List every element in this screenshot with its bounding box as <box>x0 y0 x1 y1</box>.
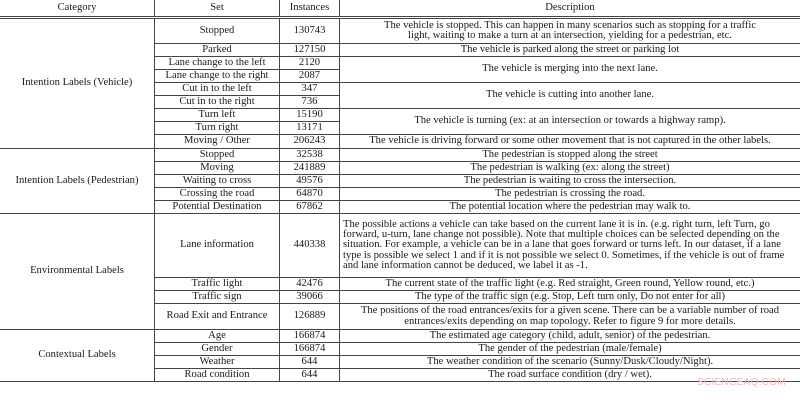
description-cell: The pedestrian is walking (ex: along the street) <box>340 162 800 175</box>
set-cell: Cut in to the left <box>155 83 280 96</box>
set-cell: Waiting to cross <box>155 175 280 188</box>
header-instances: Instances <box>280 0 340 18</box>
table-row <box>0 18 800 44</box>
set-cell: Turn left <box>155 109 280 122</box>
instances-cell: 130743 <box>280 18 340 44</box>
set-cell: Moving <box>155 162 280 175</box>
instances-cell: 49576 <box>280 175 340 188</box>
description-cell: The vehicle is parked along the street or parking lot <box>340 44 800 57</box>
description-cell: The type of the traffic sign (e.g. Stop, Left turn only, Do not enter for all) <box>340 291 800 304</box>
table-row <box>0 149 800 162</box>
category-cell: Contextual Labels <box>0 330 155 382</box>
description-cell: The possible actions a vehicle can take based on the current lane it is in. (e.g. right turn, left Turn, go forward, u-turn, lane change not possible). Note that multiple choices can be selected depending on the situation. For example, a vehicle can be in a lane that goes forward or turns left. In our dataset, if a lane type is possible we select 1 and if it is not possible we select 0. Sometimes, if the vehicle is out of frame and lane information cannot be deduced, we label it as -1. <box>340 214 800 278</box>
header-category: Category <box>0 0 155 18</box>
watermark: SCIENCEAQ.COM <box>697 377 786 388</box>
category-cell: Intention Labels (Vehicle) <box>0 18 155 149</box>
set-cell: Traffic light <box>155 278 280 291</box>
set-cell: Stopped <box>155 18 280 44</box>
instances-cell: 2120 <box>280 57 340 70</box>
set-cell: Potential Destination <box>155 201 280 214</box>
instances-cell: 347 <box>280 83 340 96</box>
description-cell: The potential location where the pedestrian may walk to. <box>340 201 800 214</box>
description-cell: The vehicle is merging into the next lane. <box>340 57 800 83</box>
description-cell: The pedestrian is stopped along the street <box>340 149 800 162</box>
description-cell: The positions of the road entrances/exits for a given scene. There can be a variable number of road entrances/exits depending on map topology. Refer to figure 9 for more details. <box>340 304 800 330</box>
instances-cell: 644 <box>280 369 340 382</box>
category-cell: Environmental Labels <box>0 214 155 330</box>
instances-cell: 736 <box>280 96 340 109</box>
set-cell: Stopped <box>155 149 280 162</box>
description-cell: The pedestrian is crossing the road. <box>340 188 800 201</box>
category-cell: Intention Labels (Pedestrian) <box>0 149 155 214</box>
description-cell: The current state of the traffic light (e.g. Red straight, Green round, Yellow round, etc.) <box>340 278 800 291</box>
header-row <box>0 0 800 18</box>
description-cell: The pedestrian is waiting to cross the intersection. <box>340 175 800 188</box>
instances-cell: 644 <box>280 356 340 369</box>
instances-cell: 39066 <box>280 291 340 304</box>
description-cell: The vehicle is driving forward or some other movement that is not captured in the other labels. <box>340 135 800 149</box>
set-cell: Road condition <box>155 369 280 382</box>
set-cell: Weather <box>155 356 280 369</box>
description-cell: The weather condition of the scenario (Sunny/Dusk/Cloudy/Night). <box>340 356 800 369</box>
instances-cell: 127150 <box>280 44 340 57</box>
set-cell: Lane change to the left <box>155 57 280 70</box>
instances-cell: 67862 <box>280 201 340 214</box>
set-cell: Gender <box>155 343 280 356</box>
instances-cell: 64870 <box>280 188 340 201</box>
table-row <box>0 214 800 278</box>
set-cell: Crossing the road <box>155 188 280 201</box>
description-cell: The vehicle is stopped. This can happen in many scenarios such as stopping for a traffic light, waiting to make a turn at an intersection, yielding for a pedestrian, etc. <box>340 18 800 44</box>
set-cell: Lane change to the right <box>155 70 280 83</box>
instances-cell: 206243 <box>280 135 340 149</box>
description-cell: The estimated age category (child, adult, senior) of the pedestrian. <box>340 330 800 343</box>
description-cell: The vehicle is turning (ex: at an intersection or towards a highway ramp). <box>340 109 800 135</box>
header-description: Description <box>340 0 800 18</box>
set-cell: Moving / Other <box>155 135 280 149</box>
instances-cell: 2087 <box>280 70 340 83</box>
description-cell: The vehicle is cutting into another lane. <box>340 83 800 109</box>
instances-cell: 126889 <box>280 304 340 330</box>
set-cell: Turn right <box>155 122 280 135</box>
instances-cell: 166874 <box>280 330 340 343</box>
header-set: Set <box>155 0 280 18</box>
instances-cell: 440338 <box>280 214 340 278</box>
instances-cell: 166874 <box>280 343 340 356</box>
set-cell: Lane information <box>155 214 280 278</box>
table-row <box>0 330 800 343</box>
set-cell: Parked <box>155 44 280 57</box>
set-cell: Traffic sign <box>155 291 280 304</box>
instances-cell: 32538 <box>280 149 340 162</box>
set-cell: Cut in to the right <box>155 96 280 109</box>
set-cell: Road Exit and Entrance <box>155 304 280 330</box>
set-cell: Age <box>155 330 280 343</box>
description-cell: The road surface condition (dry / wet). <box>340 369 800 382</box>
instances-cell: 241889 <box>280 162 340 175</box>
instances-cell: 15190 <box>280 109 340 122</box>
instances-cell: 13171 <box>280 122 340 135</box>
description-cell: The gender of the pedestrian (male/female) <box>340 343 800 356</box>
instances-cell: 42476 <box>280 278 340 291</box>
